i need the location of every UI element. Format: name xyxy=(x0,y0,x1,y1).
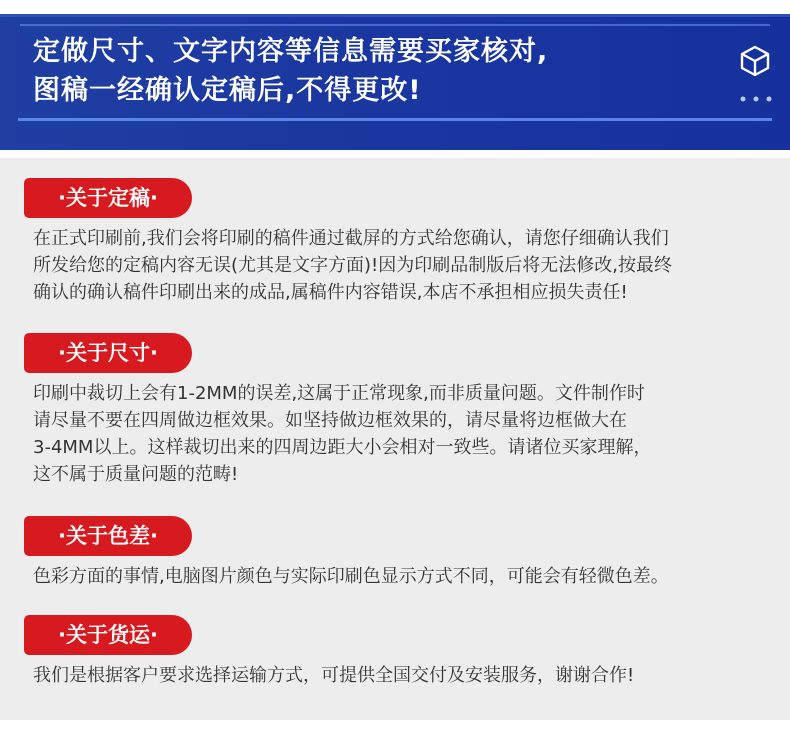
section-line: 色彩方面的事情,电脑图片颜色与实际印刷色显示方式不同，可能会有轻微色差。 xyxy=(33,566,669,587)
banner-headline-line-1: 定做尺寸、文字内容等信息需要买家核对, xyxy=(33,36,549,67)
box-icon xyxy=(738,44,772,78)
banner-accent-line-bottom xyxy=(18,118,772,121)
section-line: 在正式印刷前,我们会将印刷的稿件通过截屏的方式给您确认，请您仔细确认我们 xyxy=(33,228,669,249)
banner-accent-line-top xyxy=(20,24,770,26)
section-body-final-draft xyxy=(33,225,763,306)
dots-icon xyxy=(738,94,774,104)
section-body-color-difference xyxy=(33,563,763,590)
section-tag-size: ·关于尺寸· xyxy=(24,333,192,373)
section-line: 确认的确认稿件印刷出来的成品,属稿件内容错误,本店不承担相应损失责任! xyxy=(33,282,628,303)
banner-headline-line-2: 图稿一经确认定稿后,不得更改! xyxy=(33,75,422,106)
banner-headline xyxy=(33,32,713,110)
section-body-shipping xyxy=(33,662,763,689)
section-line: 我们是根据客户要求选择运输方式，可提供全国交付及安装服务，谢谢合作! xyxy=(33,665,635,686)
banner-top-border xyxy=(0,14,790,17)
section-line: 3-4MM以上。这样裁切出来的四周边距大小会相对一致些。请诸位买家理解， xyxy=(33,437,652,458)
section-tag-shipping: ·关于货运· xyxy=(24,615,192,655)
section-line: 所发给您的定稿内容无误(尤其是文字方面)!因为印刷品制版后将无法修改,按最终 xyxy=(33,255,672,276)
section-line: 印刷中裁切上会有1-2MM的误差,这属于正常现象,而非质量问题。文件制作时 xyxy=(33,383,645,404)
section-tag-final-draft: ·关于定稿· xyxy=(24,178,192,218)
section-line: 这不属于质量问题的范畴! xyxy=(33,464,239,485)
section-body-size xyxy=(33,380,763,488)
section-tag-color-difference: ·关于色差· xyxy=(24,516,192,556)
section-line: 请尽量不要在四周做边框效果。如坚持做边框效果的，请尽量将边框做大在 xyxy=(33,410,627,431)
